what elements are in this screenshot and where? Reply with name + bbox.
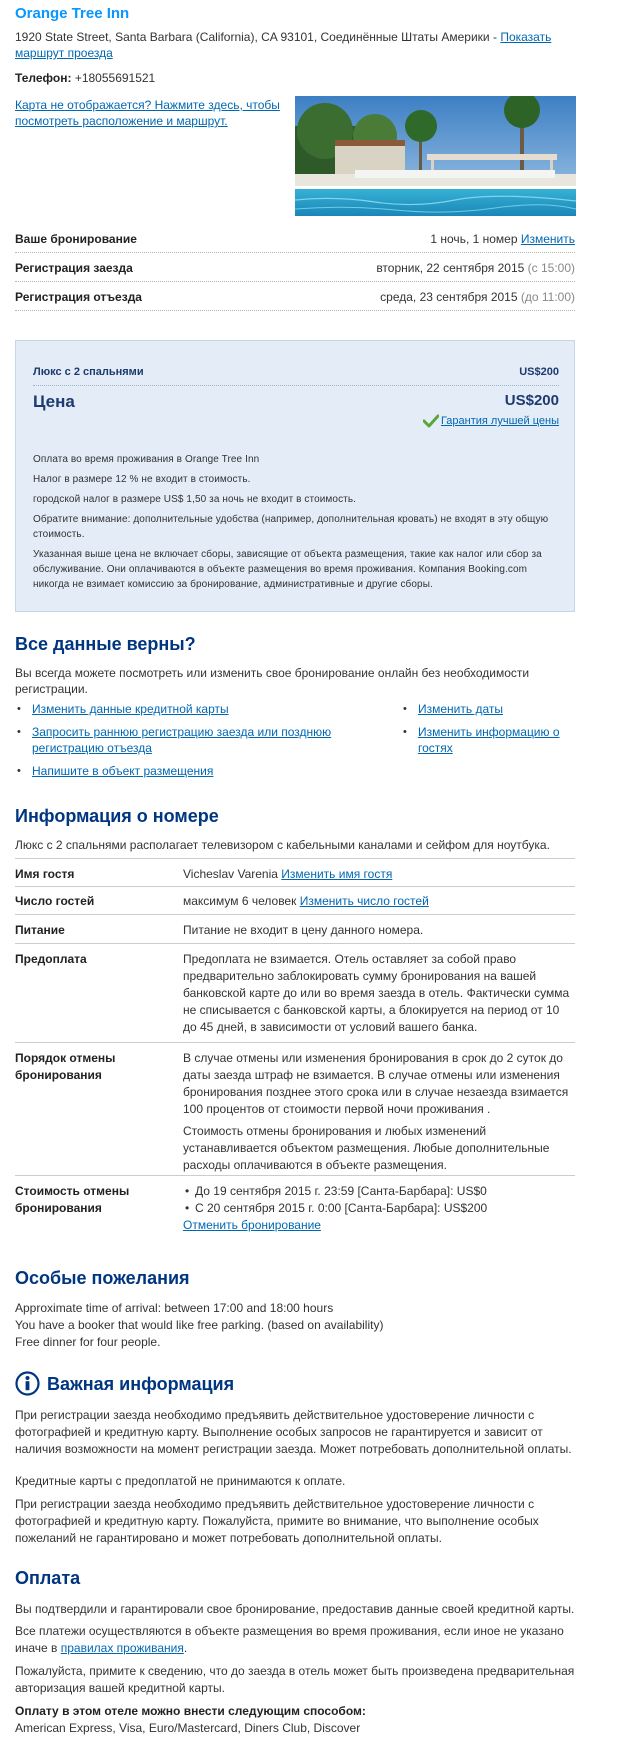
payment-p2 — [15, 1623, 575, 1657]
summary-booking-value — [430, 232, 575, 246]
prepayment-value: Предоплата не взимается. Отель оставляет за собой право предварительно заблокировать сумму бронирования на вашей банковской карте до или во время заезда в отель. Фактически сумма не списывается с банковской карты, а блокируется на период от 10 до 45 дней, в зависимости от условий вашего банка. — [183, 952, 570, 1034]
summary-checkin — [15, 253, 575, 282]
cancellation-label: Порядок отмены бронирования — [15, 1051, 116, 1082]
manage-link-item — [17, 701, 377, 717]
summary-checkout — [15, 282, 575, 311]
cost-item: • С 20 сентября 2015 г. 0:00 [Санта-Барбара]: US$200 — [183, 1200, 575, 1217]
cancellation-cost-note: Стоимость отмены бронирования и любых изменений устанавливается объектом размещения. Любые дополнительные расходы оплачиваются в объекте размещения. — [183, 1124, 550, 1172]
checkout-date: среда, 23 сентября 2015 — [380, 290, 521, 304]
meals-label: Питание — [15, 923, 65, 937]
correct-intro: Вы всегда можете посмотреть или изменить свое бронирование онлайн без необходимости регистрации. — [15, 666, 530, 696]
payment-title: Оплата — [15, 1568, 81, 1588]
map-link[interactable]: Карта не отображается? Нажмите здесь, чтобы посмотреть расположение и маршрут. — [15, 98, 280, 128]
requests-title: Особые пожелания — [15, 1268, 190, 1288]
bullet: • — [403, 726, 407, 738]
correct-title: Все данные верны? — [15, 634, 196, 654]
guest-name-label: Имя гостя — [15, 867, 75, 881]
room-name: Люкс с 2 спальнями — [33, 366, 144, 378]
bullet: • — [17, 703, 21, 715]
price-notes — [33, 452, 558, 597]
important-p3: При регистрации заезда необходимо предъявить действительное удостоверение личности с фотографией и кредитную карту. Пожалуйста, примите во внимание, что выполнение особых пожеланий не гарантировано и может потребовать дополнительной оплаты. — [15, 1497, 539, 1545]
guest-count: максимум 6 человек — [183, 894, 300, 908]
total-label: Цена — [33, 392, 75, 411]
price-note: Обратите внимание: дополнительные удобства (например, дополнительная кровать) не входят в эту общую стоимость. — [33, 514, 549, 540]
summary-booking — [15, 224, 575, 253]
contact-property-link[interactable]: Напишите в объект размещения — [32, 764, 214, 778]
price-note: Оплата во время проживания в Orange Tree Inn — [33, 454, 260, 465]
cancellation-cost-label: Стоимость отмены бронирования — [15, 1184, 130, 1215]
payment-methods: American Express, Visa, Euro/Mastercard, Diners Club, Discover — [15, 1721, 361, 1735]
change-card-link[interactable]: Изменить данные кредитной карты — [32, 702, 229, 716]
checkin-date: вторник, 22 сентября 2015 — [376, 261, 528, 275]
price-note: Указанная выше цена не включает сборы, зависящие от объекта размещения, такие как налог или сбор за обслуживание. Они оплачиваются в объекте размещения во время проживания. Компания Booking.com никогда не взимает комиссию за бронирование, административные и другие сборы. — [33, 549, 542, 590]
price-note: Налог в размере 12 % не входит в стоимость. — [33, 474, 251, 485]
checkout-label: Регистрация отъезда — [15, 290, 142, 304]
guest-count-label: Число гостей — [15, 894, 95, 908]
hotel-phone — [15, 71, 155, 85]
payment-p3: Пожалуйста, примите к сведению, что до заезда в отель может быть произведена предварительная авторизация вашей кредитной карты. — [15, 1664, 575, 1695]
cancellation-cost-value — [183, 1183, 575, 1234]
bullet: • — [403, 703, 407, 715]
phone-label: Телефон: — [15, 71, 72, 85]
room-description: Люкс с 2 спальнями располагает телевизором с кабельными каналами и сейфом для ноутбука. — [15, 838, 550, 852]
payment-p2-text: Все платежи осуществляются в объекте размещения во время проживания, если иное не указано иначе в — [15, 1624, 564, 1655]
price-divider — [33, 385, 559, 386]
change-booking-link[interactable]: Изменить — [520, 232, 575, 246]
change-dates-link[interactable]: Изменить даты — [418, 702, 503, 716]
route-link[interactable]: Показать маршрут проезда — [15, 30, 552, 60]
cancellation-policy: В случае отмены или изменения бронирования в срок до 2 суток до даты заезда штраф не взимается. В случае отмены или изменения бронирования позднее этого срока или в случае незаезда взимается 100 процентов от стоимости первой ночи проживания . — [183, 1051, 569, 1116]
cancellation-cost-list — [183, 1183, 575, 1217]
room-info-title: Информация о номере — [15, 806, 219, 826]
change-guest-count-link[interactable]: Изменить число гостей — [299, 894, 429, 908]
info-icon — [15, 1371, 40, 1396]
row-cancellation — [15, 1043, 575, 1176]
cancellation-value — [183, 1050, 575, 1179]
booking-nights: 1 ночь, 1 номер — [430, 232, 521, 246]
guest-name-value — [183, 866, 575, 883]
row-guest-count — [15, 886, 575, 915]
checkout-value — [380, 290, 575, 304]
bullet: • — [17, 726, 21, 738]
request-line: Free dinner for four people. — [15, 1335, 161, 1349]
cost-item: • До 19 сентября 2015 г. 23:59 [Санта-Барбара]: US$0 — [183, 1183, 575, 1200]
bullet: • — [17, 765, 21, 777]
guest-name: Vicheslav Varenia — [183, 867, 282, 881]
request-line: Approximate time of arrival: between 17:00 and 18:00 hours — [15, 1301, 334, 1315]
payment-methods-label: Оплату в этом отеле можно внести следующим способом: — [15, 1704, 366, 1718]
manage-link-item — [403, 701, 573, 717]
phone-value: +18055691521 — [74, 71, 156, 85]
guest-info-link[interactable]: Изменить информацию о гостях — [418, 725, 560, 755]
prepayment-label: Предоплата — [15, 952, 87, 966]
room-price: US$200 — [519, 366, 559, 378]
hotel-address — [15, 29, 560, 61]
hotel-photo-illustration — [295, 96, 576, 216]
manage-link-item — [17, 724, 347, 756]
request-line: You have a booker that would like free parking. (based on availability) — [15, 1318, 384, 1332]
address-text: 1920 State Street, Santa Barbara (California), CA 93101, Соединённые Штаты Америки - — [15, 30, 501, 44]
summary-booking-label: Ваше бронирование — [15, 232, 137, 246]
guarantee-link[interactable]: Гарантия лучшей цены — [440, 415, 559, 427]
important-p1: При регистрации заезда необходимо предъявить действительное удостоверение личности с фотографией и кредитную карту. Выполнение особых запросов не гарантируется и зависит от наличия возможности на момент регистрации заезда. Может потребовать дополнительной оплаты. — [15, 1408, 572, 1456]
hotel-photo[interactable] — [295, 96, 576, 216]
row-cancellation-cost — [15, 1176, 575, 1240]
row-guest-name — [15, 858, 575, 887]
early-checkin-link[interactable]: Запросить раннюю регистрацию заезда или позднюю регистрацию отъезда — [32, 725, 332, 755]
row-prepayment — [15, 944, 575, 1043]
manage-link-item — [17, 763, 377, 779]
row-meals — [15, 915, 575, 944]
checkin-value — [376, 261, 575, 275]
checkmark-icon — [423, 414, 439, 428]
change-guest-name-link[interactable]: Изменить имя гостя — [281, 867, 393, 881]
cancel-booking-link[interactable]: Отменить бронирование — [183, 1218, 321, 1232]
guest-count-value — [183, 893, 575, 910]
meals-value: Питание не входит в цену данного номера. — [183, 923, 424, 937]
payment-p2-end: . — [183, 1641, 188, 1655]
manage-link-item — [403, 724, 563, 756]
checkin-label: Регистрация заезда — [15, 261, 133, 275]
map-fallback — [15, 97, 285, 129]
hotel-name[interactable]: Orange Tree Inn — [15, 5, 130, 22]
total-value: US$200 — [504, 392, 559, 409]
checkout-time: (до 11:00) — [520, 290, 575, 304]
best-price-guarantee — [423, 414, 559, 428]
price-box — [15, 340, 575, 612]
payment-p1: Вы подтвердили и гарантировали свое бронирование, предоставив данные своей кредитной карты. — [15, 1602, 575, 1616]
house-rules-link[interactable]: правилах проживания — [60, 1641, 184, 1655]
checkin-time: (с 15:00) — [527, 261, 575, 275]
important-title: Важная информация — [47, 1374, 235, 1394]
price-note: городской налог в размере US$ 1,50 за ночь не входит в стоимость. — [33, 494, 357, 505]
important-p2: Кредитные карты с предоплатой не принимаются к оплате. — [15, 1474, 346, 1488]
